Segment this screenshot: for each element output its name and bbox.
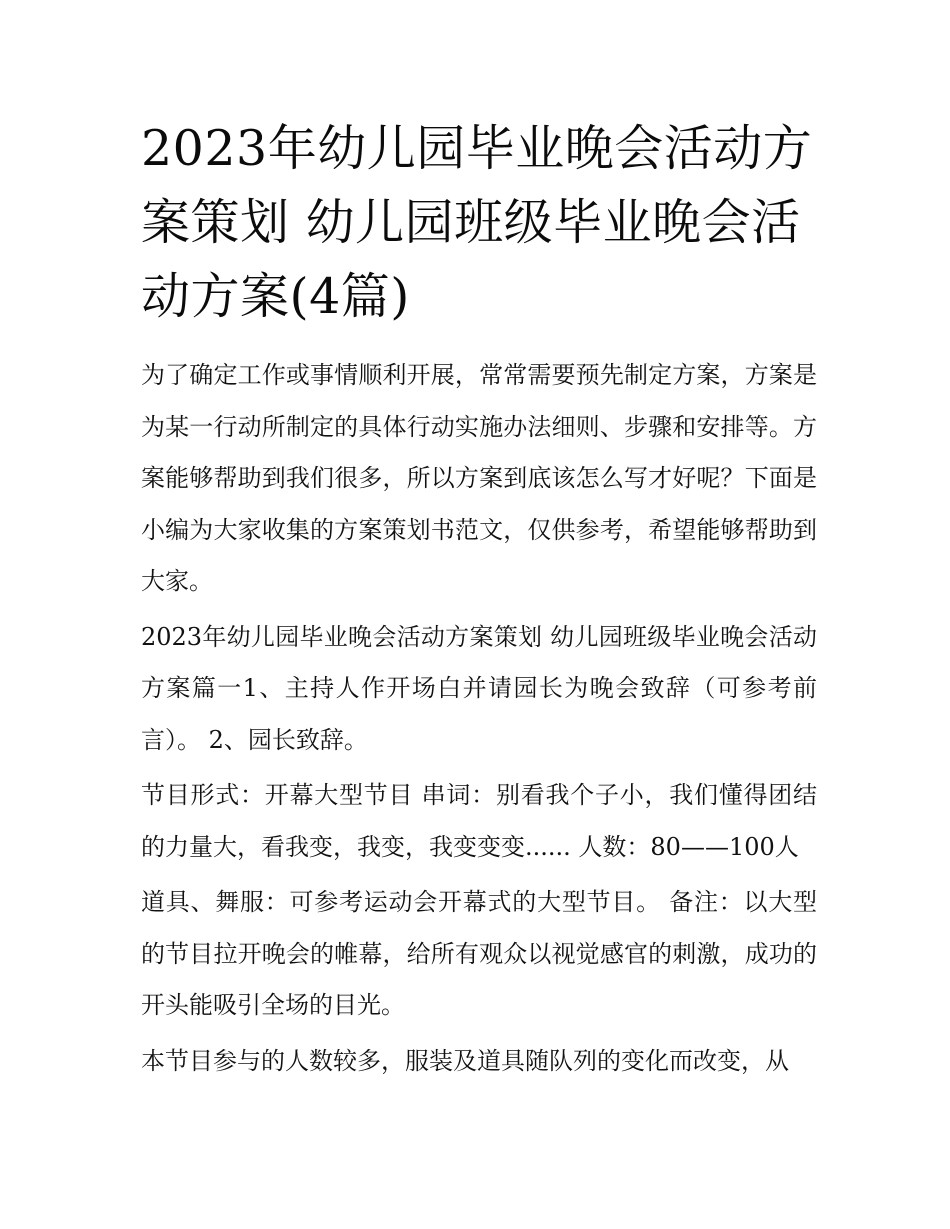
plan-one-paragraph: 2023年幼儿园毕业晚会活动方案策划 幼儿园班级毕业晚会活动方案篇一1、主持人作开场白并请园长为晚会致辞（可参考前言）。 2、园长致辞。 — [141, 622, 817, 754]
document-body — [141, 112, 817, 1091]
intro-paragraph: 为了确定工作或事情顺利开展，常常需要预先制定方案，方案是为某一行动所制定的具体行动实施办法细则、步骤和安排等。方案能够帮助到我们很多，所以方案到底该怎么写才好呢？下面是小编为大家收集的方案策划书范文，仅供参考，希望能够帮助到大家。 — [141, 361, 817, 595]
participants-paragraph: 本节目参与的人数较多，服装及道具随队列的变化而改变，从 — [141, 1046, 789, 1075]
program-format-paragraph: 节目形式：开幕大型节目 串词：别看我个子小，我们懂得团结的力量大，看我变，我变，我变变变...... 人数：80——100人 — [141, 781, 817, 861]
document-title: 2023年幼儿园毕业晚会活动方案策划 幼儿园班级毕业晚会活动方案(4篇) — [141, 120, 813, 325]
props-costume-paragraph: 道具、舞服：可参考运动会开幕式的大型节目。 备注：以大型的节目拉开晚会的帷幕，给所有观众以视觉感官的刺激，成功的开头能吸引全场的目光。 — [141, 888, 817, 1019]
